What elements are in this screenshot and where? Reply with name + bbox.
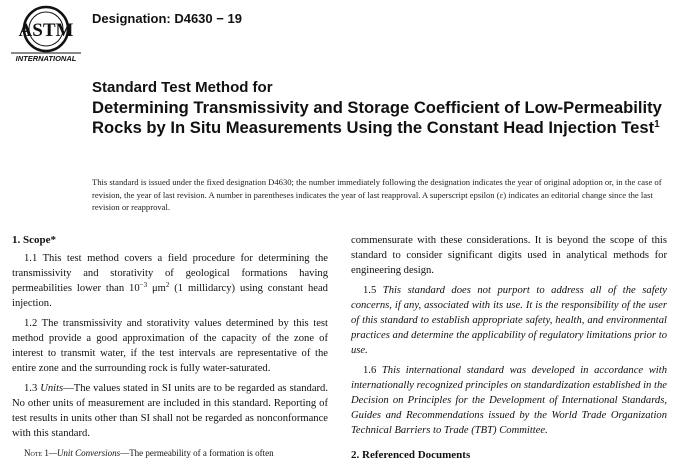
section-heading-scope: 1. Scope* — [12, 234, 56, 246]
para-number: 1.6 — [363, 365, 377, 376]
para-number: 1.5 — [363, 285, 377, 296]
left-column — [12, 233, 328, 466]
right-column — [351, 233, 667, 466]
paragraph-1-1: 1.1 This test method covers a field procedure for determining the transmissivity and storativity of geological formations having permeabilities lower than $10^{-3}$ $\mu m^2$ (1 millidarcy) using constant head injection. — [12, 253, 328, 309]
note-1: Note 1—Unit Conversions—The permeability of a formation is often — [24, 448, 274, 458]
paragraph-1-2: 1.2 The transmissivity and storativity values determined by this test method provide a good approximation of the capacity of the zone of interest to transmit water, if the test intervals are representative of the entire zone and the surrounding rock is fully water-saturated. — [12, 318, 328, 374]
standard-type: Standard Test Method for — [92, 79, 273, 96]
title-text: Determining Transmissivity and Storage Coefficient of Low-Permeability Rocks by In Situ Measurements Using the Constant Head Injection Test — [92, 98, 662, 137]
paragraph-1-6: 1.6 This international standard was developed in accordance with internationally recognized principles on standardization established in the Decision on Principles for the Development of International Standards, Guides and Recommendations issued by the World Trade Organization Technical Barriers to Trade (TBT) Committee. — [351, 365, 667, 436]
logo-wordmark: INTERNATIONAL — [15, 54, 77, 63]
para-number: 1.3 — [24, 383, 38, 394]
logo-mark: ASTM — [18, 20, 74, 41]
issuance-note: This standard is issued under the fixed designation D4630; the number immediately following the designation indicates the year of original adoption or, in the case of revision, the year of last revision. A number in parentheses indicates the year of last reapproval. A superscript epsilon (ε) indicates an editorial change since the last revision or reapproval. — [92, 177, 662, 213]
paragraph-continued: commensurate with these considerations. It is beyond the scope of this standard to consider significant digits used in analytical methods for engineering design. — [351, 235, 667, 276]
section-heading-referenced-documents: 2. Referenced Documents — [351, 449, 471, 461]
paragraph-1-5: 1.5 This standard does not purport to address all of the safety concerns, if any, associated with its use. It is the responsibility of the user of this standard to establish appropriate safety, health, and environmental practices and determine the applicability of regulatory limitations prior to use. — [351, 285, 667, 356]
paragraph-1-3: 1.3 Units—The values stated in SI units are to be regarded as standard. No other units of measurement are included in this standard. Reporting of test results in units other than SI shall not be regarded as nonconformance with this standard. — [12, 383, 328, 439]
astm-logo — [7, 5, 85, 63]
para-number: 1.1 — [24, 253, 38, 264]
page-title — [92, 98, 672, 137]
title-footnote-mark: 1 — [654, 118, 660, 130]
designation: Designation: D4630 − 19 — [92, 11, 242, 26]
para-number: 1.2 — [24, 318, 38, 329]
